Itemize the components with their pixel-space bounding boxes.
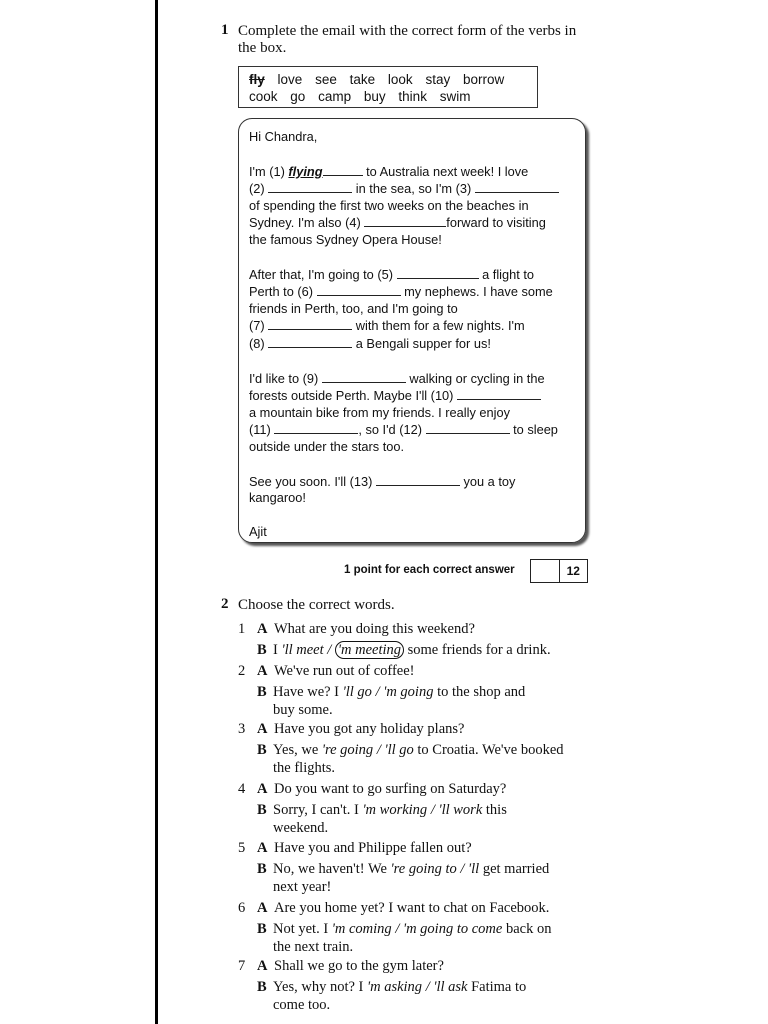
word-box-row-1	[249, 71, 527, 88]
speaker-b-text	[273, 802, 591, 837]
blank-3[interactable]	[475, 180, 559, 193]
email-signoff: Ajit	[249, 523, 267, 539]
speaker-a-label: A	[257, 721, 268, 737]
speaker-a-text: Do you want to go surfing on Saturday?	[274, 781, 507, 797]
word-look: look	[387, 72, 413, 87]
speaker-a-label: A	[257, 958, 268, 974]
speaker-b-text	[273, 684, 591, 719]
word-think: think	[398, 89, 427, 104]
score-label: 1 point for each correct answer	[344, 564, 515, 576]
b-text-line-2: the flights.	[273, 759, 336, 776]
b-text-post: get married	[479, 861, 550, 877]
option-1[interactable]: 're going	[321, 742, 374, 758]
speaker-a-label: A	[257, 840, 268, 856]
option-1[interactable]: 'm asking	[367, 979, 423, 995]
b-text-pre: I	[273, 642, 282, 658]
blank-12[interactable]	[426, 421, 510, 434]
b-text-pre: Yes, why not? I	[273, 979, 367, 995]
option-1[interactable]: 'll meet	[281, 642, 324, 658]
word-box-row-2	[249, 88, 527, 105]
question-number: 7	[238, 958, 246, 974]
score-input-cell[interactable]	[531, 560, 560, 582]
b-text-post: back on	[502, 921, 552, 937]
page-margin-line	[155, 0, 158, 1024]
option-2[interactable]: 'm going	[383, 684, 434, 700]
word-see: see	[315, 72, 337, 87]
speaker-b-label: B	[257, 642, 267, 658]
speaker-b-label: B	[257, 802, 267, 818]
blank-6[interactable]	[317, 283, 401, 296]
option-separator: /	[373, 742, 385, 758]
blank-1-tail	[323, 163, 363, 176]
word-cook: cook	[249, 89, 278, 104]
speaker-a-text: We've run out of coffee!	[274, 663, 415, 679]
option-1[interactable]: 'm working	[362, 802, 428, 818]
option-1[interactable]: 'll go	[342, 684, 372, 700]
speaker-b-label: B	[257, 684, 267, 700]
blank-9[interactable]	[322, 370, 406, 383]
word-swim: swim	[439, 89, 471, 104]
exercise-2-instruction: Choose the correct words.	[238, 597, 395, 613]
b-text-post: some friends for a drink.	[404, 642, 551, 658]
option-1[interactable]: 'm coming	[331, 921, 392, 937]
answer-1-flying: flying	[288, 163, 323, 179]
option-separator: /	[422, 979, 434, 995]
b-text-pre: No, we haven't! We	[273, 861, 391, 877]
word-fly: fly	[249, 72, 265, 87]
speaker-b-label: B	[257, 921, 267, 937]
b-text-post: to Croatia. We've booked	[413, 742, 564, 758]
option-separator: /	[371, 684, 384, 700]
b-text-line-2: weekend.	[273, 819, 329, 836]
speaker-b-label: B	[257, 742, 267, 758]
speaker-a-text: Have you and Philippe fallen out?	[274, 840, 472, 856]
email-paragraph-3: I'd like to (9) walking or cycling in the forests outside Perth. Maybe I'll (10) a mountain bike from my friends. I really enjoy (11) , so I'd (12) to sleep outside under the stars too.	[249, 370, 558, 454]
word-camp: camp	[318, 89, 352, 104]
question-number: 3	[238, 721, 246, 737]
option-2[interactable]: 'm going to come	[402, 921, 503, 937]
question-number: 6	[238, 900, 246, 916]
option-2[interactable]: 'll	[468, 861, 480, 877]
speaker-a-label: A	[257, 663, 268, 679]
speaker-a-text: Have you got any holiday plans?	[274, 721, 465, 737]
question-number: 2	[238, 663, 246, 679]
b-text-pre: Have we? I	[273, 684, 343, 700]
speaker-b-text	[273, 642, 591, 660]
word-stay: stay	[425, 72, 451, 87]
option-2[interactable]: 'll work	[438, 802, 483, 818]
speaker-b-text	[273, 979, 591, 1014]
score-total: 12	[566, 564, 580, 578]
exercise-1-number: 1	[221, 22, 229, 38]
blank-7[interactable]	[268, 317, 352, 330]
question-number: 4	[238, 781, 246, 797]
option-2[interactable]: 'll go	[384, 742, 414, 758]
speaker-b-label: B	[257, 861, 267, 877]
word-buy: buy	[363, 89, 386, 104]
word-go: go	[290, 89, 306, 104]
option-separator: /	[427, 802, 439, 818]
email-box	[238, 118, 586, 543]
exercise-2-number: 2	[221, 596, 229, 612]
option-2[interactable]: 'll ask	[433, 979, 468, 995]
speaker-b-text	[273, 742, 591, 777]
email-paragraph-2: After that, I'm going to (5) a flight to Perth to (6) my nephews. I have some friends in Perth, too, and I'm going to (7) with them for a few nights. I'm (8) a Bengali supper for us!	[249, 266, 553, 351]
option-1[interactable]: 're going to	[390, 861, 457, 877]
b-text-pre: Sorry, I can't. I	[273, 802, 363, 818]
b-text-line-2: buy some.	[273, 701, 333, 718]
blank-5[interactable]	[397, 266, 479, 279]
email-greeting: Hi Chandra,	[249, 129, 318, 144]
word-take: take	[349, 72, 376, 87]
speaker-a-text: Shall we go to the gym later?	[274, 958, 444, 974]
speaker-b-text	[273, 861, 591, 896]
b-text-line-2: the next train.	[273, 938, 354, 955]
blank-2[interactable]	[268, 180, 352, 193]
b-text-line-2: come too.	[273, 996, 331, 1013]
blank-8[interactable]	[268, 335, 352, 348]
speaker-a-label: A	[257, 781, 268, 797]
word-borrow: borrow	[462, 72, 505, 87]
question-number: 1	[238, 621, 246, 637]
speaker-a-text: What are you doing this weekend?	[274, 621, 475, 637]
speaker-b-text	[273, 921, 591, 956]
speaker-a-label: A	[257, 621, 268, 637]
blank-13[interactable]	[376, 473, 460, 486]
option-separator: /	[323, 642, 335, 658]
option-2[interactable]: 'm meeting	[335, 641, 404, 659]
b-text-pre: Not yet. I	[273, 921, 332, 937]
speaker-a-text: Are you home yet? I want to chat on Facebook.	[274, 900, 550, 916]
email-paragraph-1: I'm (1) flying to Australia next week! I love (2) in the sea, so I'm (3) of spending the first two weeks on the beaches in Sydney. I'm also (4) forward to visiting the famous Sydney Opera House!	[249, 163, 575, 249]
score-box	[530, 559, 588, 583]
speaker-b-label: B	[257, 979, 267, 995]
blank-4[interactable]	[364, 214, 446, 227]
b-text-line-2: next year!	[273, 878, 332, 895]
b-text-pre: Yes, we	[273, 742, 322, 758]
word-love: love	[277, 72, 303, 87]
b-text-post: Fatima to	[467, 979, 527, 995]
speaker-a-label: A	[257, 900, 268, 916]
option-separator: /	[456, 861, 469, 877]
b-text-post: to the shop and	[433, 684, 526, 700]
blank-11[interactable]	[274, 421, 358, 434]
b-text-post: this	[482, 802, 507, 818]
question-number: 5	[238, 840, 246, 856]
blank-10[interactable]	[457, 387, 541, 400]
option-separator: /	[391, 921, 403, 937]
verb-word-box	[238, 66, 538, 108]
exercise-1-instruction: Complete the email with the correct form of the verbs in the box.	[238, 23, 577, 56]
email-paragraph-4: See you soon. I'll (13) you a toy kangaroo!	[249, 473, 516, 506]
